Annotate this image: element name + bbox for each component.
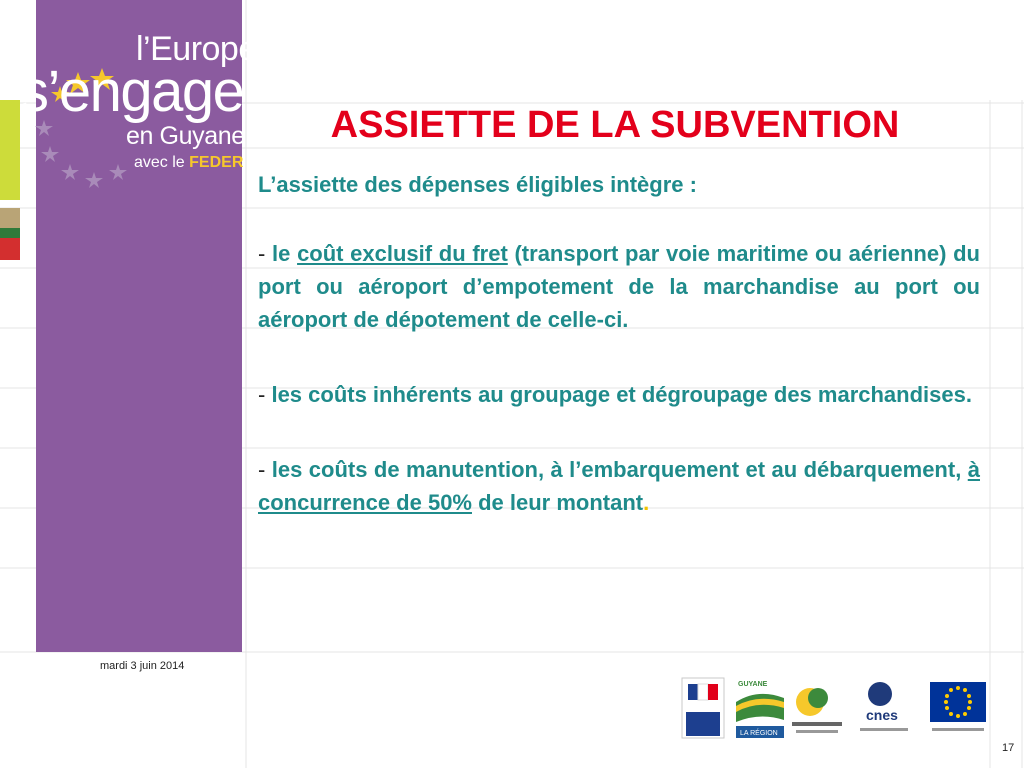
- item-rest: de leur montant: [478, 490, 644, 515]
- slide-title: ASSIETTE DE LA SUBVENTION: [330, 104, 900, 146]
- logo-line-sengage: s’engage: [20, 59, 244, 124]
- partner-label-cnes: cnes: [866, 707, 898, 723]
- partner-label-guyane: GUYANE: [738, 681, 768, 688]
- partner-label-region: LA RÉGION: [740, 730, 778, 737]
- prefecture-logo: [682, 678, 724, 738]
- item-text: les coûts inhérents au groupage et dégroupage des marchandises.: [271, 382, 972, 407]
- eu-flag-logo: [930, 682, 986, 731]
- europe-feder-logo: [18, 24, 257, 194]
- side-strip-tan: [0, 208, 20, 228]
- item-underlined: à concurrence de 50%: [258, 457, 980, 515]
- bullet-item-handling: [258, 453, 980, 519]
- intro-text: L’assiette des dépenses éligibles intègre :: [258, 172, 697, 197]
- page-number: 17: [1002, 742, 1015, 754]
- item-lead: le: [272, 241, 291, 266]
- feder-brand: FEDER: [189, 154, 244, 171]
- region-guyane-logo: [736, 681, 784, 738]
- logo-line-feder: [134, 154, 243, 172]
- bullet-item-groupage: [258, 378, 980, 411]
- bullet-dash: -: [258, 241, 266, 266]
- side-strip-red: [0, 238, 20, 260]
- feder-prefix: avec le: [134, 154, 190, 171]
- item-lead: les coûts de manutention, à l’embarquement et au débarquement,: [271, 457, 962, 482]
- slide-content: [258, 168, 980, 561]
- slide-date: mardi 3 juin 2014: [100, 660, 185, 672]
- bullet-dash: -: [258, 382, 266, 407]
- item-underlined: coût exclusif du fret: [297, 241, 508, 266]
- bullet-item-freight: [258, 237, 980, 336]
- partner-logos: [680, 676, 990, 742]
- logo-line-guyane: en Guyane: [126, 122, 245, 150]
- item-rest: (transport par voie maritime ou aérienne) du port ou aéroport d’empotement de la marchandise au port ou aéroport de dépotement de celle-ci.: [258, 241, 980, 332]
- cnes-logo: [860, 682, 908, 731]
- logo-line-europe: l’Europe: [136, 30, 257, 68]
- conseil-general-logo: [792, 688, 842, 733]
- bullet-dash: -: [258, 457, 266, 482]
- item-end: .: [643, 490, 650, 515]
- side-strip-darkgreen: [0, 228, 20, 238]
- side-strip-green: [0, 100, 20, 200]
